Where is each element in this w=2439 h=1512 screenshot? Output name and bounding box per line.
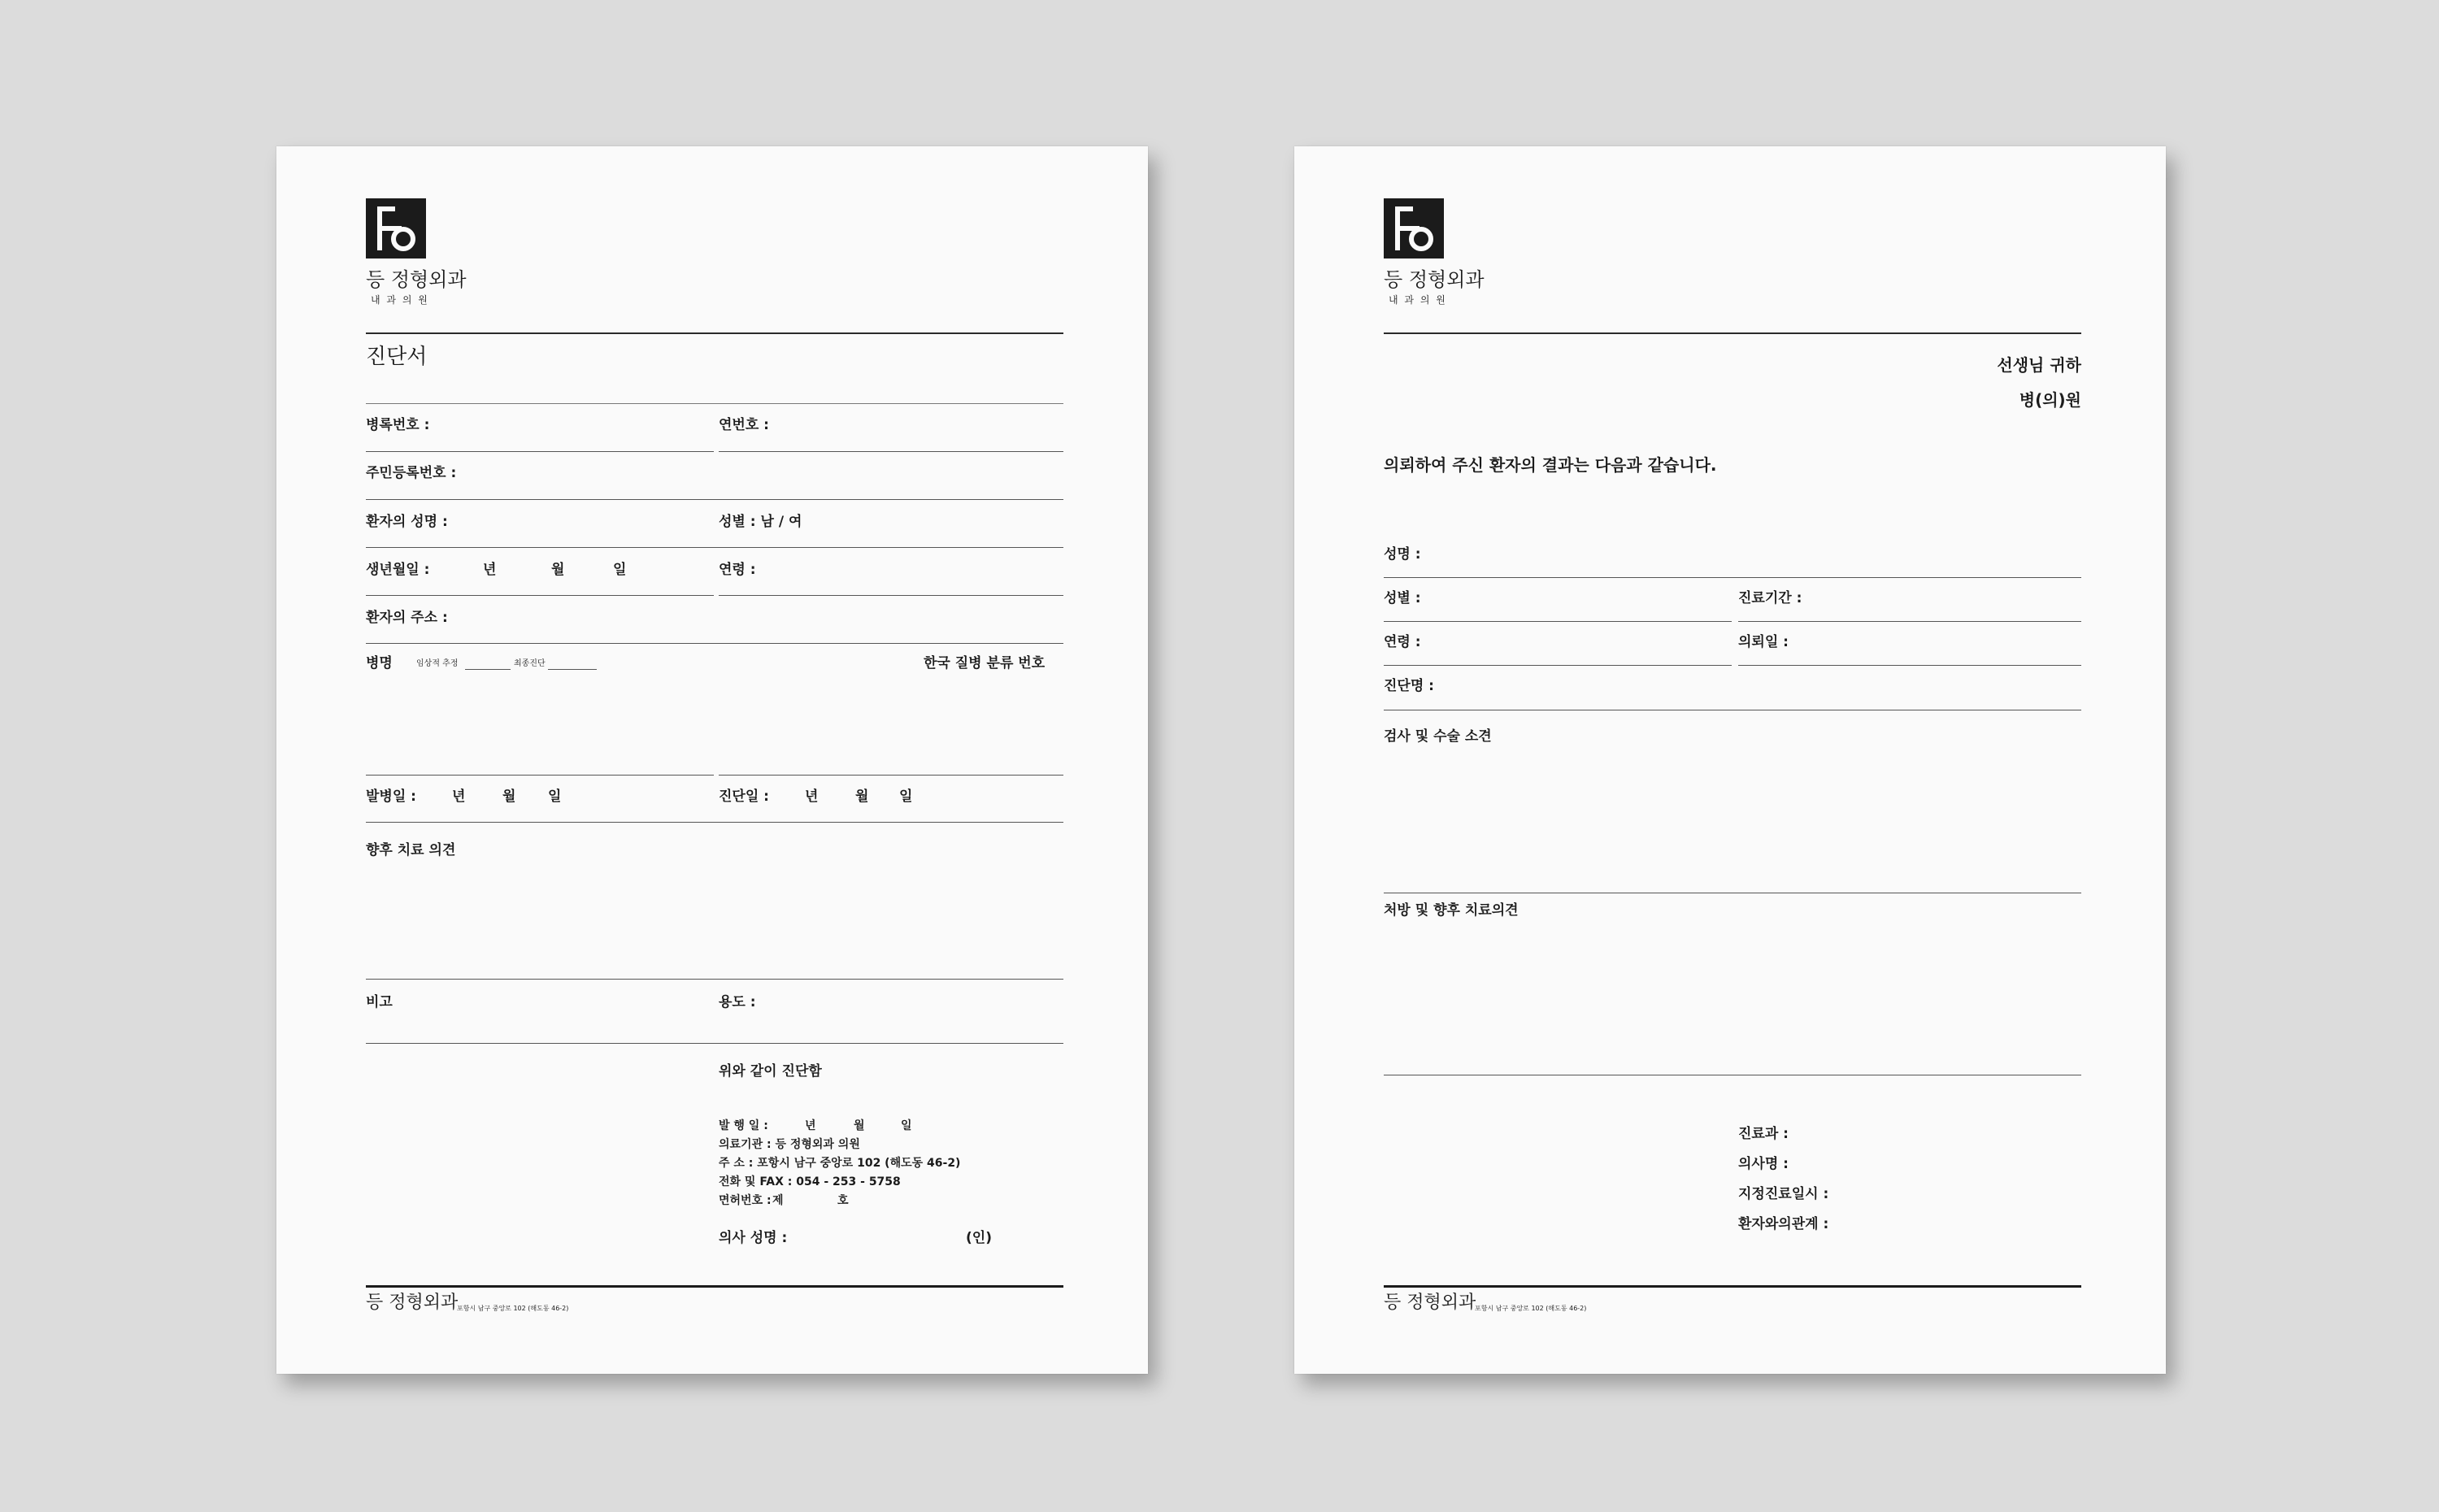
birth-month-unit: 월 (551, 562, 565, 578)
purpose-label: 용도 : (719, 994, 756, 1010)
referral-reply-sheet (1294, 146, 2166, 1374)
registration-no-field[interactable] (366, 451, 714, 452)
birth-year-unit: 년 (483, 562, 497, 578)
address-line: 주 소 : 포항시 남구 중앙로 102 (해도동 46-2) (719, 1157, 961, 1170)
name-field[interactable] (1384, 577, 2081, 578)
age-field[interactable] (1384, 665, 1732, 666)
kcd-top-line (925, 643, 1063, 644)
footer-divider (366, 1285, 1063, 1288)
address-field[interactable] (366, 643, 1005, 644)
birth-day-unit: 일 (613, 562, 627, 578)
kcd-label: 한국 질병 분류 번호 (924, 655, 1046, 671)
onset-label: 발병일 : (366, 789, 416, 805)
license-ho: 호 (837, 1194, 849, 1207)
relation-label: 환자와의관계 : (1738, 1216, 1829, 1232)
exam-label: 검사 및 수술 소견 (1384, 728, 1492, 745)
footer-address: 포항시 남구 중앙로 102 (해도동 46-2) (1475, 1305, 1587, 1312)
age-field[interactable] (719, 595, 1063, 596)
referral-date-label: 의뢰일 : (1738, 634, 1789, 650)
issue-year-unit: 년 (805, 1119, 816, 1132)
serial-no-label: 연번호 : (719, 417, 769, 433)
referral-date-field[interactable] (1738, 665, 2081, 666)
diagnosis-month-unit: 월 (855, 789, 869, 805)
sex-label: 성별 : 남 / 여 (719, 514, 802, 530)
onset-day-unit: 일 (548, 789, 562, 805)
sex-field[interactable] (1384, 621, 1732, 622)
treatment-opinion-label: 향후 치료 의견 (366, 842, 456, 858)
age-label: 연령 : (719, 562, 756, 578)
footer-brand-name: 등 정형외과 (1384, 1293, 1476, 1313)
diagnosis-day-unit: 일 (899, 789, 913, 805)
age-label: 연령 : (1384, 634, 1421, 650)
resident-no-field[interactable] (366, 499, 1063, 500)
header-divider (366, 332, 1063, 334)
diagnosis-label: 진단명 : (1384, 678, 1434, 694)
footer-brand-name: 등 정형외과 (366, 1293, 459, 1313)
birth-label: 생년월일 : (366, 562, 430, 578)
final-diagnosis-label: 최종진단 (514, 659, 546, 668)
treatment-opinion-area[interactable] (366, 979, 1063, 980)
brand-name: 등 정형외과 (1384, 268, 1485, 291)
brand-name: 등 정형외과 (366, 268, 467, 291)
patient-name-label: 환자의 성명 : (366, 514, 448, 530)
document-title: 진단서 (366, 345, 428, 369)
intro-text: 의뢰하여 주신 환자의 결과는 다음과 같습니다. (1384, 455, 1717, 475)
doctor-name-label: 의사 성명 : (719, 1230, 788, 1246)
final-diagnosis-field[interactable] (548, 669, 597, 670)
doctor-label: 의사명 : (1738, 1156, 1789, 1172)
diagnosis-certificate-sheet (276, 146, 1148, 1374)
diagnosis-date-label: 진단일 : (719, 789, 769, 805)
kcd-area-bottom (719, 775, 1063, 776)
remarks-purpose-bottom[interactable] (366, 1043, 1063, 1044)
issue-month-unit: 월 (854, 1119, 865, 1132)
registration-no-label: 병록번호 : (366, 417, 430, 433)
onset-year-unit: 년 (452, 789, 466, 805)
hospital-text: 병(의)원 (2019, 390, 2081, 410)
appointment-label: 지정진료일시 : (1738, 1186, 1829, 1202)
patient-name-field[interactable] (366, 547, 1063, 548)
resident-no-label: 주민등록번호 : (366, 465, 457, 481)
name-label: 성명 : (1384, 546, 1421, 563)
address-label: 환자의 주소 : (366, 610, 448, 626)
license-label: 면허번호 : (719, 1194, 772, 1207)
phone-line: 전화 및 FAX : 054 - 253 - 5758 (719, 1175, 901, 1188)
header-divider (1384, 332, 2081, 334)
remarks-label: 비고 (366, 994, 393, 1010)
issue-date-label: 발 행 일 : (719, 1119, 768, 1132)
birth-field[interactable] (366, 595, 714, 596)
sex-label: 성별 : (1384, 590, 1421, 606)
period-label: 진료기간 : (1738, 590, 1802, 606)
seal-mark: (인) (966, 1230, 992, 1246)
clinic-logo (1384, 198, 1444, 259)
issue-day-unit: 일 (901, 1119, 912, 1132)
disease-label: 병명 (366, 655, 393, 671)
disease-area-bottom (366, 775, 714, 776)
title-divider (366, 403, 1063, 404)
institution-line: 의료기관 : 등 정형외과 의원 (719, 1138, 860, 1151)
dates-row-bottom (366, 822, 1063, 823)
clinical-estimate-field[interactable] (465, 669, 511, 670)
onset-month-unit: 월 (502, 789, 516, 805)
brand-subtitle: 내 과 의 원 (1389, 294, 1447, 306)
footer-divider (1384, 1285, 2081, 1288)
clinic-logo (366, 198, 426, 259)
serial-no-field[interactable] (719, 451, 1063, 452)
footer-address: 포항시 남구 중앙로 102 (해도동 46-2) (457, 1305, 569, 1312)
certify-text: 위와 같이 진단함 (719, 1063, 822, 1080)
prescription-label: 처방 및 향후 치료의견 (1384, 902, 1519, 919)
diagnosis-year-unit: 년 (805, 789, 819, 805)
addressee-text: 선생님 귀하 (1997, 355, 2081, 375)
license-je: 제 (772, 1194, 784, 1207)
brand-subtitle: 내 과 의 원 (371, 294, 429, 306)
period-field[interactable] (1738, 621, 2081, 622)
clinical-estimate-label: 임상적 추정 (416, 659, 459, 668)
department-label: 진료과 : (1738, 1126, 1789, 1142)
